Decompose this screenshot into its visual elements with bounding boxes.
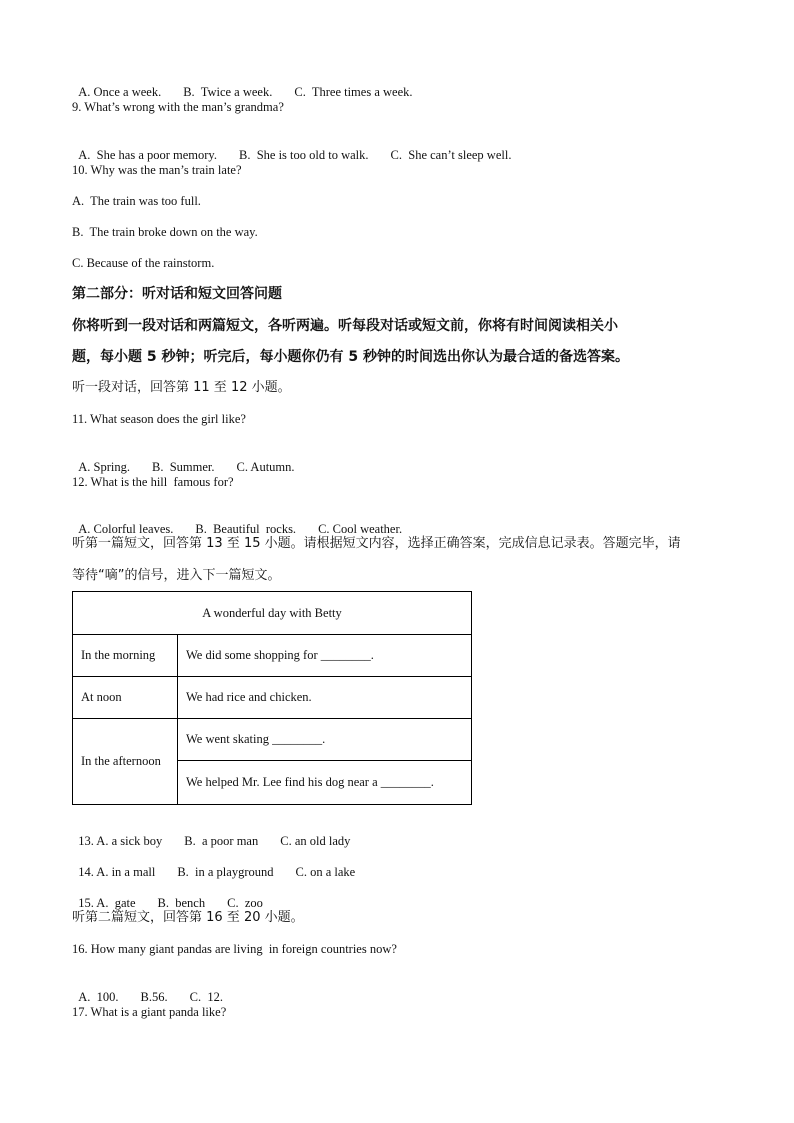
q15-option-b: B. bench — [157, 896, 206, 910]
time-cell: In the morning — [73, 635, 178, 677]
q12-option-c: C. Cool weather. — [318, 522, 403, 536]
q13-options — [72, 817, 350, 849]
q8-option-b: B. Twice a week. — [183, 85, 273, 99]
q16-option-a: A. 100. — [78, 990, 119, 1004]
q8-options — [72, 68, 413, 100]
q11-option-c: C. Autumn. — [236, 460, 295, 474]
q9-option-c: C. She can’t sleep well. — [390, 148, 512, 162]
q16-option-b: B.56. — [140, 990, 168, 1004]
event-cell: We helped Mr. Lee find his dog near a ________. — [178, 761, 472, 805]
event-cell: We had rice and chicken. — [178, 677, 472, 719]
q12-option-a: A. Colorful leaves. — [78, 522, 174, 536]
q9-option-b: B. She is too old to walk. — [239, 148, 369, 162]
q15-option-a: 15. A. gate — [78, 896, 136, 910]
q8-option-c: C. Three times a week. — [294, 85, 413, 99]
q14-option-c: C. on a lake — [295, 865, 356, 879]
q11-question: 11. What season does the girl like? — [72, 412, 246, 426]
q10-question: 10. Why was the man’s train late? — [72, 163, 242, 177]
passage2-intro: 听第二篇短文，回答第 16 至 20 小题。 — [72, 910, 304, 925]
q14-options — [72, 848, 355, 880]
q9-option-a: A. She has a poor memory. — [78, 148, 217, 162]
q11-option-a: A. Spring. — [78, 460, 130, 474]
time-cell: In the afternoon — [73, 719, 178, 805]
q15-option-c: C. zoo — [227, 896, 263, 910]
table-row — [73, 677, 472, 719]
q11-options — [72, 443, 295, 475]
q10-option-c: C. Because of the rainstorm. — [72, 256, 215, 270]
table-caption-row — [73, 592, 472, 635]
dialogue-intro: 听一段对话，回答第 11 至 12 小题。 — [72, 380, 291, 395]
event-cell: We did some shopping for ________. — [178, 635, 472, 677]
q17-question: 17. What is a giant panda like? — [72, 1005, 227, 1019]
table-caption: A wonderful day with Betty — [73, 592, 472, 635]
q13-option-b: B. a poor man — [184, 834, 259, 848]
q16-option-c: C. 12. — [189, 990, 223, 1004]
q15-options — [72, 879, 263, 911]
q12-options — [72, 505, 402, 537]
q13-option-c: C. an old lady — [280, 834, 351, 848]
q8-option-a: A. Once a week. — [78, 85, 162, 99]
passage1-intro-line1: 听第一篇短文，回答第 13 至 15 小题。请根据短文内容，选择正确答案，完成信息记录表。答题完毕，请 — [72, 536, 681, 551]
q12-question: 12. What is the hill famous for? — [72, 475, 234, 489]
q10-option-a: A. The train was too full. — [72, 194, 201, 208]
q14-option-a: 14. A. in a mall — [78, 865, 156, 879]
table-row — [73, 719, 472, 761]
q9-question: 9. What’s wrong with the man’s grandma? — [72, 100, 284, 114]
q12-option-b: B. Beautiful rocks. — [195, 522, 297, 536]
q14-option-b: B. in a playground — [177, 865, 274, 879]
part2-instruction-line1: 你将听到一段对话和两篇短文，各听两遍。听每段对话或短文前，你将有时间阅读相关小 — [72, 318, 618, 334]
part2-instruction-line2: 题，每小题 5 秒钟；听完后，每小题你仍有 5 秒钟的时间选出你认为最合适的备选答案。 — [72, 349, 629, 365]
part2-title: 第二部分：听对话和短文回答问题 — [72, 286, 282, 302]
event-cell: We went skating ________. — [178, 719, 472, 761]
q13-option-a: 13. A. a sick boy — [78, 834, 163, 848]
q9-options — [72, 131, 511, 163]
q11-option-b: B. Summer. — [152, 460, 215, 474]
time-cell: At noon — [73, 677, 178, 719]
q16-options — [72, 973, 223, 1005]
q10-option-b: B. The train broke down on the way. — [72, 225, 258, 239]
q16-question: 16. How many giant pandas are living in foreign countries now? — [72, 942, 397, 956]
record-table — [72, 591, 472, 805]
table-row — [73, 635, 472, 677]
passage1-intro-line2: 等待“嘀”的信号，进入下一篇短文。 — [72, 568, 281, 583]
